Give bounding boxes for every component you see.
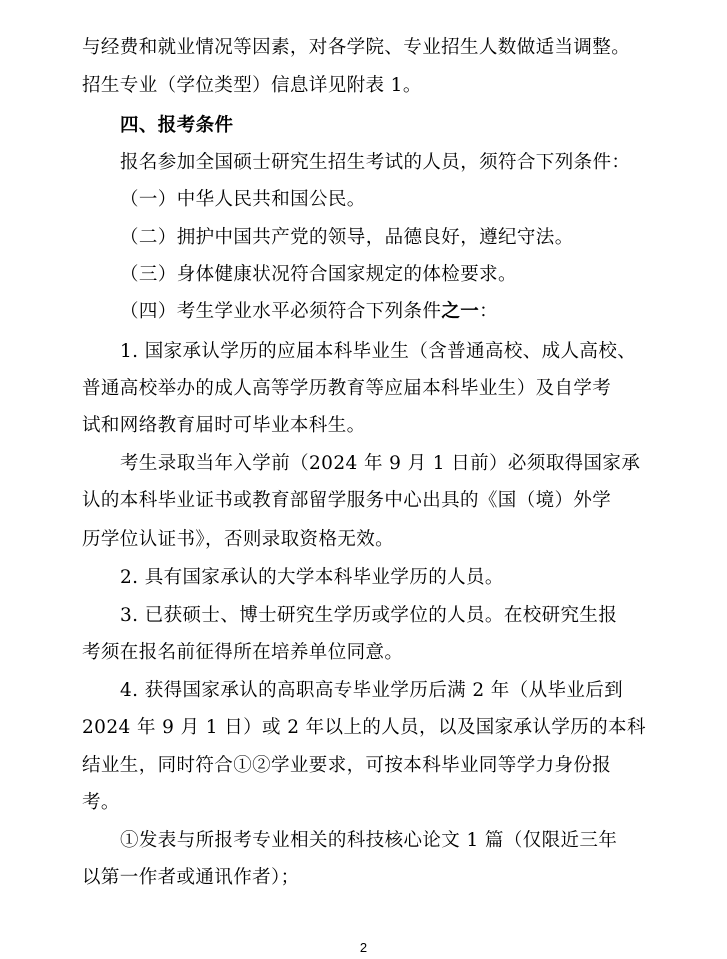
condition-item: （二）拥护中国共产党的领导，品德良好，遵纪守法。	[120, 227, 574, 248]
paragraph-line: 2024 年 9 月 1 日）或 2 年以上的人员，以及国家承认学历的本科	[82, 717, 646, 738]
paragraph-line: 报名参加全国硕士研究生招生考试的人员，须符合下列条件：	[120, 152, 631, 173]
list-item-line: 4. 获得国家承认的高职高专毕业学历后满 2 年（从毕业后到	[120, 680, 624, 701]
condition-item-text: （四）考生学业水平必须符合下列条件	[120, 301, 442, 322]
paragraph-line: 结业生，同时符合①②学业要求，可按本科毕业同等学力身份报	[82, 755, 612, 776]
list-item-line: ①发表与所报考专业相关的科技核心论文 1 篇（仅限近三年	[120, 830, 618, 851]
paragraph-line: 认的本科毕业证书或教育部留学服务中心出具的《国（境）外学	[82, 490, 612, 511]
paragraph-line: 与经费和就业情况等因素，对各学院、专业招生人数做适当调整。	[82, 37, 631, 58]
section-heading: 四、报考条件	[120, 115, 234, 136]
paragraph-line: 考。	[82, 792, 120, 813]
condition-item: （一）中华人民共和国公民。	[120, 189, 366, 210]
paragraph-line: 普通高校举办的成人高等学历教育等应届本科毕业生）及自学考	[82, 378, 612, 399]
paragraph-line: 历学位认证书》，否则录取资格无效。	[82, 529, 395, 550]
paragraph-line: 考须在报名前征得所在培养单位同意。	[82, 642, 404, 663]
list-item-line: 1. 国家承认学历的应届本科毕业生（含普通高校、成人高校、	[120, 341, 637, 362]
emphasis-text: 之一	[441, 301, 480, 322]
list-item-line: 2. 具有国家承认的大学本科毕业学历的人员。	[120, 567, 504, 588]
paragraph-line: 招生专业（学位类型）信息详见附表 1。	[82, 75, 422, 96]
condition-item: （三）身体健康状况符合国家规定的体检要求。	[120, 264, 517, 285]
page-number: 2	[359, 940, 368, 955]
paragraph-line: 考生录取当年入学前（2024 年 9 月 1 日前）必须取得国家承	[120, 453, 641, 474]
paragraph-line: 以第一作者或通讯作者）；	[82, 867, 300, 888]
paragraph-line: 试和网络教育届时可毕业本科生。	[82, 415, 366, 436]
list-item-line: 3. 已获硕士、博士研究生学历或学位的人员。在校研究生报	[120, 605, 618, 626]
condition-item	[120, 300, 498, 324]
condition-item-tail: ：	[479, 301, 499, 322]
